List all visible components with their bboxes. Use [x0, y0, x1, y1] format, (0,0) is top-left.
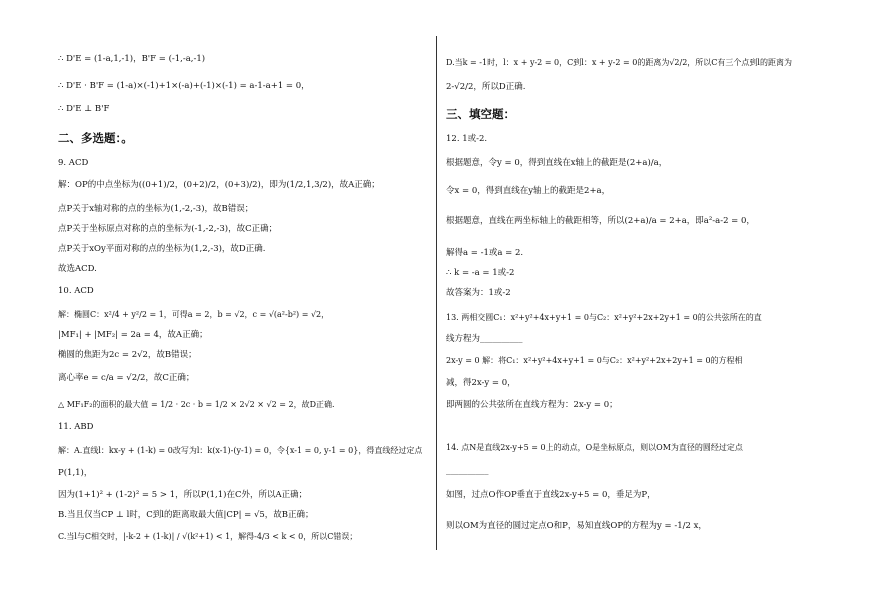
- text-line: 2x-y = 0 解：将C₁：x²+y²+4x+y+1 = 0与C₂：x²+y²+2x+2y+1 = 0的方程相: [446, 356, 743, 365]
- question-number: 10. ACD: [58, 286, 94, 296]
- question-number: 12. 1或-2.: [446, 134, 488, 144]
- text-line: 减，得2x-y = 0，: [446, 378, 516, 388]
- text-line: 故选ACD.: [58, 264, 97, 274]
- text-line: 根据题意，直线在两坐标轴上的截距相等，所以(2+a)/a = 2+a，即a²-a-2 = 0，: [446, 216, 755, 226]
- text-line: 13. 两相交圆C₁：x²+y²+4x+y+1 = 0与C₂：x²+y²+2x+2y+1 = 0的公共弦所在的直: [446, 313, 762, 322]
- text-line: 解：椭圆C：x²/4 + y²/2 = 1，可得a = 2，b = √2，c = √(a²-b²) = √2，: [58, 310, 330, 319]
- text-line: 根据题意，令y = 0，得到直线在x轴上的截距是(2+a)/a，: [446, 158, 668, 168]
- text-line: ∴ D'E · B'F = (1-a)×(-1)+1×(-a)+(-1)×(-1) = a-1-a+1 = 0，: [58, 81, 310, 91]
- text-line: 解：A.直线l：kx-y + (1-k) = 0改写为l：k(x-1)-(y-1) = 0，令{x-1 = 0, y-1 = 0}，得直线经过定点: [58, 446, 423, 455]
- text-line: 离心率e = c/a = √2/2，故C正确；: [58, 373, 195, 383]
- text-line: 因为(1+1)² + (1-2)² = 5 > 1，所以P(1,1)在C外，所以A正确；: [58, 490, 308, 500]
- text-line: 点P关于xOy平面对称的点的坐标为(1,2,-3)，故D正确.: [58, 244, 266, 254]
- text-line: △ MF₁F₂的面积的最大值 = 1/2 · 2c · b = 1/2 × 2√2 × √2 = 2，故D正确.: [58, 400, 335, 409]
- section-heading: 二、多选题：。: [58, 131, 133, 145]
- text-line: ∴ D'E = (1-a,1,-1)，B'F = (-1,-a,-1): [58, 54, 206, 64]
- text-line: 解得a = -1或a = 2.: [446, 248, 524, 258]
- text-line: 椭圆的焦距为2c = 2√2，故B错误；: [58, 350, 197, 360]
- text-line: ∴ k = -a = 1或-2: [446, 268, 515, 278]
- text-line: |MF₁| + |MF₂| = 2a = 4，故A正确；: [58, 330, 208, 340]
- text-line: D.当k = -1时，l：x + y-2 = 0，C到l：x + y-2 = 0的距离为√2/2，所以C有三个点到l的距离为: [446, 58, 792, 67]
- question-number: 9. ACD: [58, 158, 89, 168]
- text-line: 如图，过点O作OP垂直于直线2x-y+5 = 0，垂足为P，: [446, 490, 656, 500]
- answer-blank: __________: [446, 466, 489, 476]
- text-line: 解：OP的中点坐标为((0+1)/2，(0+2)/2，(0+3)/2)，即为(1/2,1,3/2)，故A正确；: [58, 180, 380, 190]
- text-line: 故答案为：1或-2: [446, 288, 511, 298]
- text-line: 线方程为__________: [446, 334, 523, 344]
- text-line: 即两圆的公共弦所在直线方程为：2x-y = 0；: [446, 400, 618, 410]
- text-line: 14. 点N是直线2x-y+5 = 0上的动点，O是坐标原点，则以OM为直径的圆经过定点: [446, 443, 743, 452]
- question-number: 11. ABD: [58, 422, 94, 432]
- text-line: 令x = 0，得到直线在y轴上的截距是2+a，: [446, 186, 611, 196]
- text-line: 2-√2/2，所以D正确.: [446, 82, 526, 92]
- text-line: C.当l与C相交时，|-k-2 + (1-k)| / √(k²+1) < 1，解得-4/3 < k < 0，所以C错误；: [58, 532, 358, 541]
- text-line: B.当且仅当CP ⊥ l时，C到l的距离取最大值|CP| = √5，故B正确；: [58, 510, 314, 520]
- section-heading: 三、填空题：: [446, 107, 515, 121]
- text-line: P(1,1)，: [58, 468, 93, 478]
- column-divider: [436, 36, 437, 550]
- text-line: 则以OM为直径的圆过定点O和P，易知直线OP的方程为y = -1/2 x，: [446, 521, 707, 531]
- text-line: 点P关于x轴对称的点的坐标为(1,-2,-3)，故B错误；: [58, 204, 254, 214]
- text-line: ∴ D'E ⊥ B'F: [58, 104, 110, 114]
- text-line: 点P关于坐标原点对称的点的坐标为(-1,-2,-3)，故C正确；: [58, 224, 278, 234]
